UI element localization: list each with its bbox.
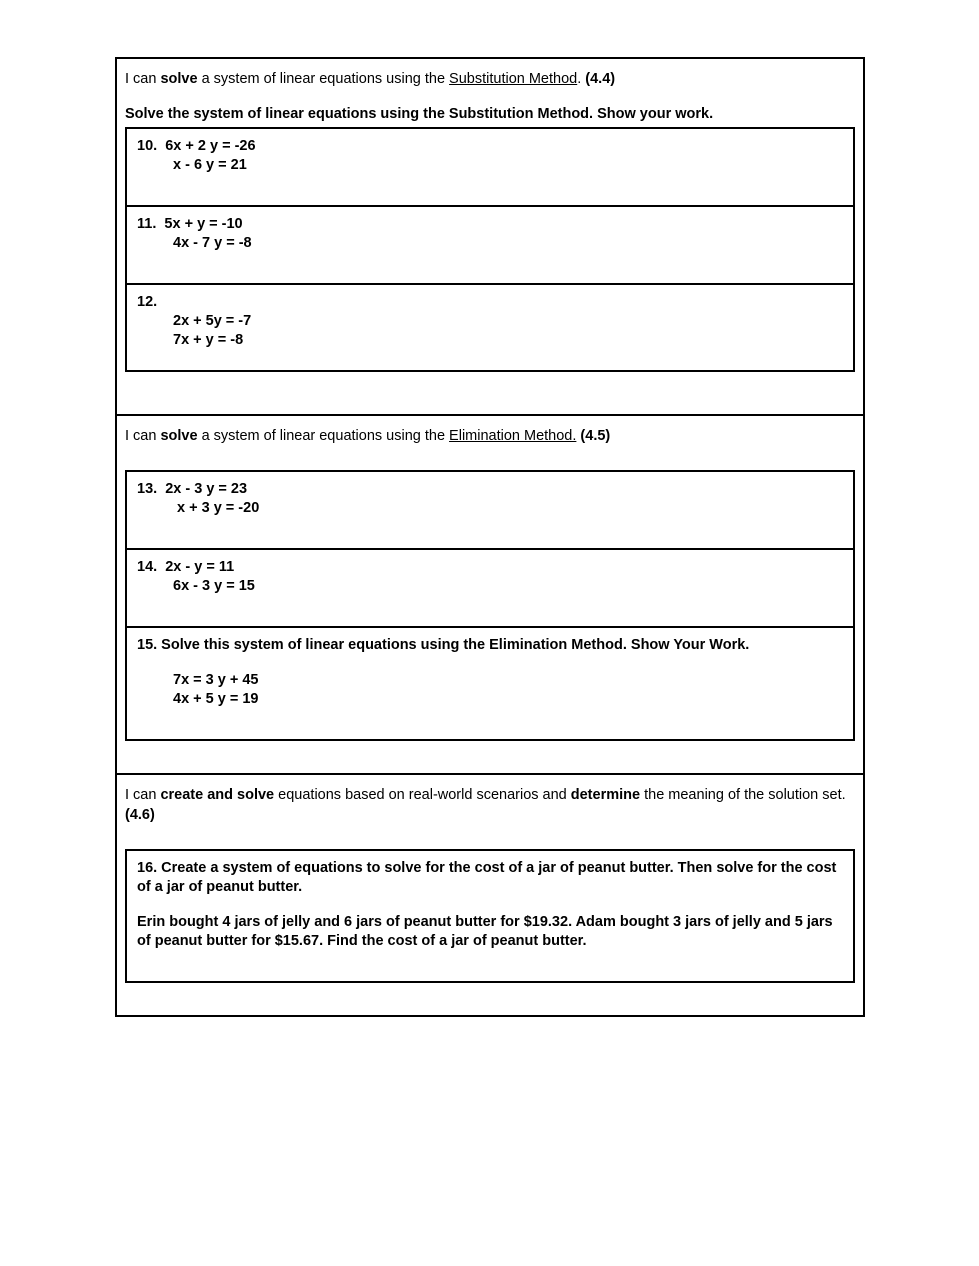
problem-16-task: 16. Create a system of equations to solve for the cost of a jar of peanut butter. Then solve for the cost of a jar of peanut butter. <box>137 860 837 895</box>
problem-table-substitution <box>125 127 855 372</box>
standard-prefix-3: I can <box>125 787 161 803</box>
standard-prefix: I can <box>125 71 161 87</box>
problem-14-line-2: 6x - 3 y = 15 <box>173 578 255 594</box>
problem-row-14[interactable] <box>127 550 853 628</box>
real-world-header-gap <box>125 825 855 845</box>
standard-bold-verb-4: determine <box>570 787 641 803</box>
elimination-header-gap <box>125 446 855 466</box>
problem-row-10[interactable] <box>127 129 853 207</box>
problem-row-11[interactable] <box>127 207 853 285</box>
problem-14-work-area[interactable] <box>137 596 843 616</box>
problem-12-number: 12. <box>137 294 158 310</box>
section-substitution <box>117 59 863 416</box>
problem-13-line-1 <box>137 480 843 499</box>
problem-14-line-1 <box>137 558 843 577</box>
standard-code-2: (4.5) <box>580 428 611 444</box>
problem-10-equation-1: 6x + 2 y = -26 <box>165 138 256 154</box>
problem-13-work-area[interactable] <box>137 518 843 538</box>
problem-10-number: 10. <box>137 138 158 154</box>
problem-15-work-area[interactable] <box>137 709 843 729</box>
standard-after-underline: . <box>577 71 586 87</box>
problem-table-real-world <box>125 849 855 983</box>
standard-middle-3: equations based on real-world scenarios and <box>274 787 571 803</box>
problem-11-equation-1: 5x + y = -10 <box>164 216 243 232</box>
standard-method-underlined-2: Elimination Method. <box>449 428 577 444</box>
problem-row-13[interactable] <box>127 472 853 550</box>
standard-middle: a system of linear equations using the <box>197 71 450 87</box>
problem-13-equation-1: 2x - 3 y = 23 <box>165 481 248 497</box>
problem-16-work-area[interactable] <box>137 951 843 971</box>
problem-row-12[interactable] <box>127 285 853 370</box>
problem-table-elimination <box>125 470 855 741</box>
problem-11-line-2: 4x - 7 y = -8 <box>173 235 252 251</box>
problem-12-line-2: 7x + y = -8 <box>173 332 244 348</box>
section-elimination-bottom-space <box>125 741 855 761</box>
problem-10-line-2: x - 6 y = 21 <box>173 157 247 173</box>
problem-15-prompt-gap <box>137 655 843 671</box>
problem-14-number: 14. <box>137 559 158 575</box>
section-elimination <box>117 416 863 775</box>
problem-16-task-gap <box>137 897 843 913</box>
standard-method-underlined: Substitution Method <box>449 71 578 87</box>
standard-middle-4: the meaning of the solution set. <box>640 787 846 803</box>
problem-16-scenario: Erin bought 4 jars of jelly and 6 jars of peanut butter for $19.32. Adam bought 3 jars of jelly and 5 jars of peanut butter for $15.67. Find the cost of a jar of peanut butter. <box>137 914 833 949</box>
problem-10-line-1 <box>137 137 843 156</box>
problem-15-prompt: 15. Solve this system of linear equations using the Elimination Method. Show Your Work. <box>137 637 750 653</box>
section-real-world <box>117 775 863 1015</box>
section-substitution-bottom-space <box>125 372 855 402</box>
standard-code: (4.4) <box>585 71 616 87</box>
problem-row-16[interactable] <box>127 851 853 981</box>
problem-11-number: 11. <box>137 216 157 232</box>
standard-statement-4-5 <box>125 426 855 446</box>
standard-prefix-2: I can <box>125 428 161 444</box>
problem-row-15[interactable] <box>127 628 853 739</box>
problem-10-work-area[interactable] <box>137 175 843 195</box>
section-real-world-bottom-space <box>125 983 855 1003</box>
standard-middle-2: a system of linear equations using the <box>197 428 450 444</box>
problem-15-line-1: 7x = 3 y + 45 <box>173 672 259 688</box>
standard-bold-verb-2: solve <box>160 428 198 444</box>
directions-substitution: Solve the system of linear equations using the Substitution Method. Show your work. <box>125 106 714 122</box>
standard-statement-4-6 <box>125 785 855 825</box>
problem-12-work-area[interactable] <box>137 350 843 360</box>
problem-14-equation-1: 2x - y = 11 <box>165 559 235 575</box>
standard-code-3: (4.6) <box>125 807 155 823</box>
standard-statement-4-4 <box>125 69 855 89</box>
standard-bold-verb: solve <box>160 71 198 87</box>
problem-15-line-2: 4x + 5 y = 19 <box>173 691 259 707</box>
problem-11-line-1 <box>137 215 843 234</box>
problem-12-line-1: 2x + 5y = -7 <box>173 313 252 329</box>
problem-13-line-2: x + 3 y = -20 <box>173 500 260 516</box>
problem-11-work-area[interactable] <box>137 253 843 273</box>
problem-13-number: 13. <box>137 481 158 497</box>
standard-bold-verb-3: create and solve <box>160 787 275 803</box>
worksheet-frame <box>115 57 865 1017</box>
